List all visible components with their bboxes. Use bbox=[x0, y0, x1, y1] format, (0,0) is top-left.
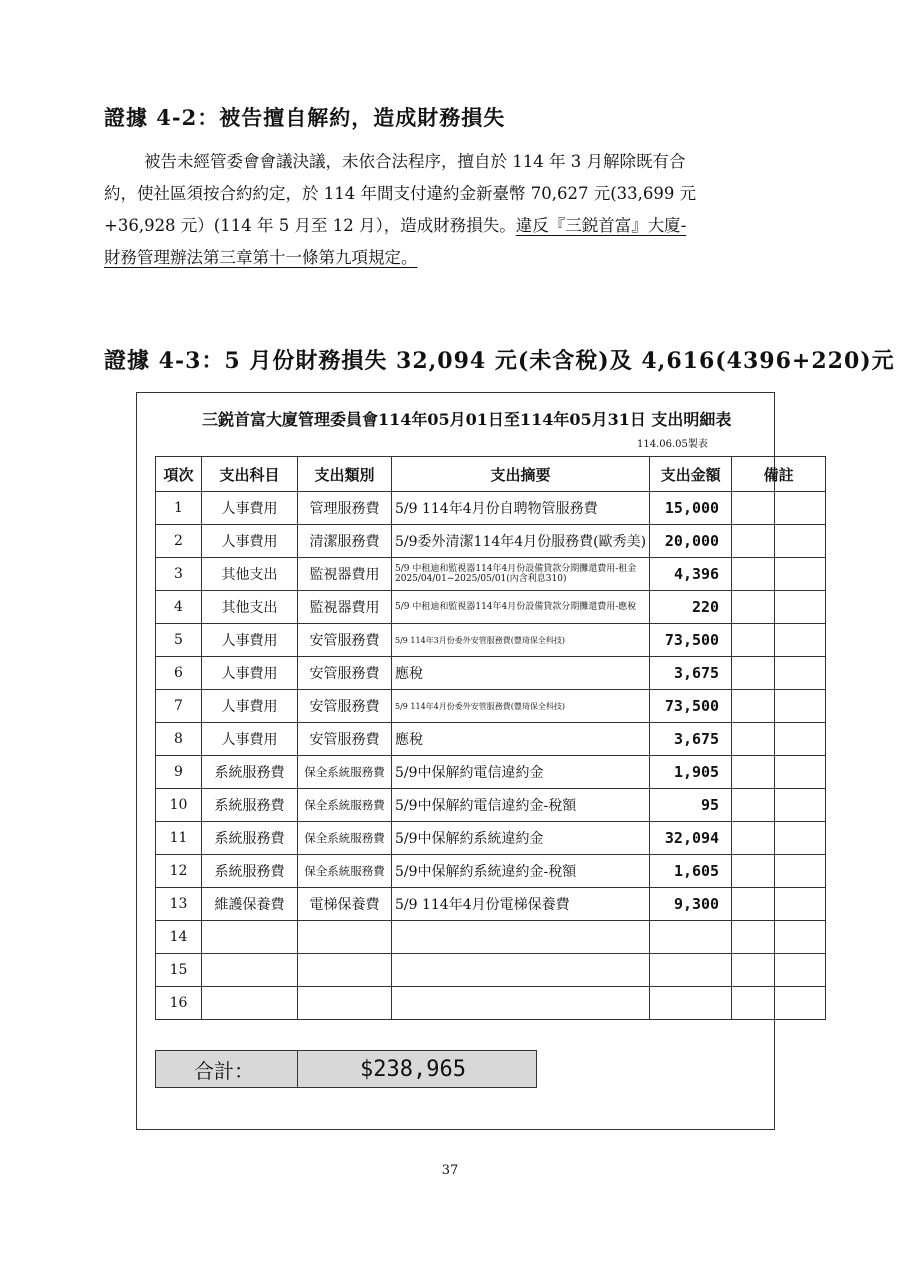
row-subject: 人事費用 bbox=[202, 657, 298, 690]
total-row bbox=[155, 1050, 537, 1088]
row-note bbox=[732, 690, 826, 723]
row-subject: 人事費用 bbox=[202, 690, 298, 723]
table-row bbox=[156, 558, 826, 591]
row-category: 安管服務費 bbox=[298, 723, 392, 756]
row-category bbox=[298, 954, 392, 987]
row-note bbox=[732, 789, 826, 822]
row-amount: 4,396 bbox=[650, 558, 732, 591]
table-row bbox=[156, 690, 826, 723]
table-row bbox=[156, 723, 826, 756]
row-summary: 5/9 114年4月份自聘物管服務費 bbox=[392, 492, 650, 525]
table-row bbox=[156, 492, 826, 525]
row-no: 8 bbox=[156, 723, 202, 756]
row-summary: 5/9中保解約電信違約金-稅額 bbox=[392, 789, 650, 822]
row-summary: 5/9中保解約系統違約金-稅額 bbox=[392, 855, 650, 888]
row-note bbox=[732, 591, 826, 624]
row-summary: 5/9委外清潔114年4月份服務費(歐秀美) bbox=[392, 525, 650, 558]
table-row bbox=[156, 822, 826, 855]
underlined-regulation-ref: 違反『三鋭首富』大廈- bbox=[515, 216, 687, 235]
row-category: 清潔服務費 bbox=[298, 525, 392, 558]
row-category: 保全系統服務費 bbox=[298, 855, 392, 888]
row-subject: 人事費用 bbox=[202, 525, 298, 558]
table-row bbox=[156, 756, 826, 789]
table-body bbox=[156, 492, 826, 1020]
row-category: 管理服務費 bbox=[298, 492, 392, 525]
row-category: 電梯保養費 bbox=[298, 888, 392, 921]
row-category: 保全系統服務費 bbox=[298, 822, 392, 855]
row-no: 7 bbox=[156, 690, 202, 723]
underlined-regulation-ref: 財務管理辦法第三章第十一條第九項規定。 bbox=[104, 248, 418, 267]
table-row bbox=[156, 888, 826, 921]
paragraph-line: 約，使社區須按合約約定，於 114 年間支付違約金新臺幣 70,627 元(33,699 元 bbox=[104, 184, 697, 203]
row-no: 2 bbox=[156, 525, 202, 558]
row-summary bbox=[392, 954, 650, 987]
row-subject bbox=[202, 954, 298, 987]
row-amount: 73,500 bbox=[650, 624, 732, 657]
total-label: 合計： bbox=[156, 1051, 298, 1087]
table-row bbox=[156, 855, 826, 888]
row-note bbox=[732, 492, 826, 525]
row-note bbox=[732, 921, 826, 954]
row-amount: 32,094 bbox=[650, 822, 732, 855]
row-note bbox=[732, 723, 826, 756]
row-subject bbox=[202, 987, 298, 1020]
table-row bbox=[156, 657, 826, 690]
row-note bbox=[732, 822, 826, 855]
row-note bbox=[732, 756, 826, 789]
row-subject: 系統服務費 bbox=[202, 822, 298, 855]
row-note bbox=[732, 888, 826, 921]
row-category: 監視器費用 bbox=[298, 558, 392, 591]
row-category: 保全系統服務費 bbox=[298, 789, 392, 822]
row-no: 4 bbox=[156, 591, 202, 624]
paragraph-line bbox=[104, 242, 810, 274]
row-category bbox=[298, 987, 392, 1020]
row-amount: 220 bbox=[650, 591, 732, 624]
row-note bbox=[732, 954, 826, 987]
expense-table bbox=[155, 456, 826, 1020]
row-subject bbox=[202, 921, 298, 954]
row-summary: 應稅 bbox=[392, 723, 650, 756]
row-subject: 人事費用 bbox=[202, 723, 298, 756]
row-category bbox=[298, 921, 392, 954]
row-note bbox=[732, 525, 826, 558]
row-summary bbox=[392, 987, 650, 1020]
section-heading-4-3: 證據 4-3：5 月份財務損失 32,094 元(未含稅)及 4,616(4396+220)元 bbox=[104, 348, 895, 374]
row-summary bbox=[392, 921, 650, 954]
table-row bbox=[156, 789, 826, 822]
row-subject: 其他支出 bbox=[202, 558, 298, 591]
row-summary: 5/9 中租迪和監視器114年4月份設備貸款分期攤還費用-租金2025/04/01~2025/05/01(內含利息310) bbox=[392, 558, 650, 591]
paragraph-text: +36,928 元）(114 年 5 月至 12 月），造成財務損失。 bbox=[104, 216, 516, 235]
row-amount bbox=[650, 987, 732, 1020]
row-amount: 1,605 bbox=[650, 855, 732, 888]
row-category: 安管服務費 bbox=[298, 624, 392, 657]
table-row bbox=[156, 624, 826, 657]
row-subject: 人事費用 bbox=[202, 492, 298, 525]
row-amount: 9,300 bbox=[650, 888, 732, 921]
row-subject: 其他支出 bbox=[202, 591, 298, 624]
row-summary: 5/9中保解約系統違約金 bbox=[392, 822, 650, 855]
row-category: 安管服務費 bbox=[298, 690, 392, 723]
table-row bbox=[156, 954, 826, 987]
paragraph-line: 被告未經管委會會議決議，未依合法程序，擅自於 114 年 3 月解除既有合 bbox=[144, 152, 686, 171]
header-summary: 支出摘要 bbox=[392, 457, 650, 492]
row-no: 3 bbox=[156, 558, 202, 591]
row-summary: 5/9 中租迪和監視器114年4月份設備貸款分期攤還費用-應稅 bbox=[392, 591, 650, 624]
header-note: 備註 bbox=[732, 457, 826, 492]
header-subject: 支出科目 bbox=[202, 457, 298, 492]
row-amount bbox=[650, 921, 732, 954]
row-no: 14 bbox=[156, 921, 202, 954]
row-summary: 5/9 114年3月份委外安管服務費(豐琦保全科技) bbox=[392, 624, 650, 657]
row-no: 16 bbox=[156, 987, 202, 1020]
header-no: 項次 bbox=[156, 457, 202, 492]
row-note bbox=[732, 558, 826, 591]
row-no: 15 bbox=[156, 954, 202, 987]
row-subject: 系統服務費 bbox=[202, 855, 298, 888]
row-category: 安管服務費 bbox=[298, 657, 392, 690]
row-summary: 5/9 114年4月份電梯保養費 bbox=[392, 888, 650, 921]
row-no: 13 bbox=[156, 888, 202, 921]
row-amount: 95 bbox=[650, 789, 732, 822]
section-heading-4-2: 證據 4-2：被告擅自解約，造成財務損失 bbox=[104, 105, 506, 130]
row-summary: 5/9中保解約電信違約金 bbox=[392, 756, 650, 789]
header-category: 支出類別 bbox=[298, 457, 392, 492]
paragraph-line bbox=[104, 210, 810, 242]
row-note bbox=[732, 624, 826, 657]
row-subject: 維護保養費 bbox=[202, 888, 298, 921]
header-amount: 支出金額 bbox=[650, 457, 732, 492]
row-note bbox=[732, 657, 826, 690]
row-no: 9 bbox=[156, 756, 202, 789]
row-no: 5 bbox=[156, 624, 202, 657]
row-no: 6 bbox=[156, 657, 202, 690]
row-no: 12 bbox=[156, 855, 202, 888]
row-summary: 應稅 bbox=[392, 657, 650, 690]
row-no: 10 bbox=[156, 789, 202, 822]
row-subject: 系統服務費 bbox=[202, 789, 298, 822]
row-note bbox=[732, 987, 826, 1020]
row-category: 監視器費用 bbox=[298, 591, 392, 624]
row-amount bbox=[650, 954, 732, 987]
statement-title: 三鋭首富大廈管理委員會114年05月01日至114年05月31日 支出明細表 bbox=[202, 410, 732, 429]
section-paragraph bbox=[104, 146, 810, 274]
table-row bbox=[156, 591, 826, 624]
row-category: 保全系統服務費 bbox=[298, 756, 392, 789]
row-amount: 1,905 bbox=[650, 756, 732, 789]
page-number: 37 bbox=[441, 1163, 459, 1178]
table-row bbox=[156, 525, 826, 558]
table-row bbox=[156, 987, 826, 1020]
row-amount: 15,000 bbox=[650, 492, 732, 525]
statement-made-date: 114.06.05製表 bbox=[637, 439, 708, 450]
row-subject: 系統服務費 bbox=[202, 756, 298, 789]
table-header-row bbox=[156, 457, 826, 492]
row-subject: 人事費用 bbox=[202, 624, 298, 657]
row-no: 11 bbox=[156, 822, 202, 855]
row-no: 1 bbox=[156, 492, 202, 525]
row-summary: 5/9 114年4月份委外安管服務費(豐琦保全科技) bbox=[392, 690, 650, 723]
row-amount: 73,500 bbox=[650, 690, 732, 723]
row-amount: 3,675 bbox=[650, 657, 732, 690]
row-amount: 3,675 bbox=[650, 723, 732, 756]
row-amount: 20,000 bbox=[650, 525, 732, 558]
total-value: $238,965 bbox=[298, 1051, 536, 1087]
row-note bbox=[732, 855, 826, 888]
table-row bbox=[156, 921, 826, 954]
